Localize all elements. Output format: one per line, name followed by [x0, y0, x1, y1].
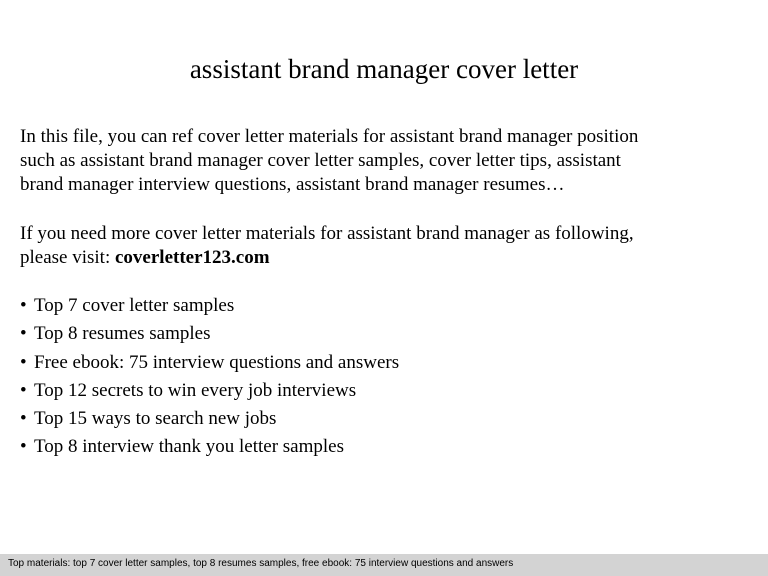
- list-item-label: Top 8 interview thank you letter samples: [34, 436, 344, 458]
- list-item: [20, 320, 760, 348]
- list-item: [20, 405, 760, 433]
- materials-list: [20, 292, 760, 462]
- slide-title: assistant brand manager cover letter: [189, 54, 579, 84]
- visit-line: [20, 246, 760, 270]
- bullet-icon: •: [20, 408, 27, 430]
- bullet-icon: •: [20, 379, 27, 401]
- visit-prefix: please visit:: [20, 247, 115, 268]
- list-item: [20, 292, 760, 320]
- visit-line: If you need more cover letter materials for assistant brand manager as following,: [20, 223, 634, 244]
- footer-bar: [0, 554, 768, 576]
- list-item-label: Free ebook: 75 interview questions and answers: [34, 351, 400, 373]
- visit-paragraph: [20, 222, 760, 270]
- list-item-label: Top 15 ways to search new jobs: [34, 408, 277, 430]
- intro-line: such as assistant brand manager cover letter samples, cover letter tips, assistant: [20, 150, 621, 171]
- list-item-label: Top 12 secrets to win every job interviews: [34, 379, 357, 401]
- list-item-label: Top 7 cover letter samples: [34, 295, 235, 316]
- intro-line: brand manager interview questions, assistant brand manager resumes…: [20, 174, 565, 195]
- intro-paragraph: [20, 125, 760, 197]
- list-item: [20, 377, 760, 405]
- intro-line: In this file, you can ref cover letter materials for assistant brand manager position: [20, 126, 639, 147]
- bullet-icon: •: [20, 351, 27, 373]
- bullet-icon: •: [20, 295, 27, 316]
- bullet-icon: •: [20, 436, 27, 458]
- footer-text: Top materials: top 7 cover letter samples, top 8 resumes samples, free ebook: 75 interview questions and answers: [8, 558, 514, 569]
- bullet-icon: •: [20, 323, 27, 345]
- list-item-label: Top 8 resumes samples: [34, 323, 211, 345]
- list-item: [20, 349, 760, 377]
- list-item: [20, 433, 760, 461]
- site-link[interactable]: coverletter123.com: [114, 247, 270, 268]
